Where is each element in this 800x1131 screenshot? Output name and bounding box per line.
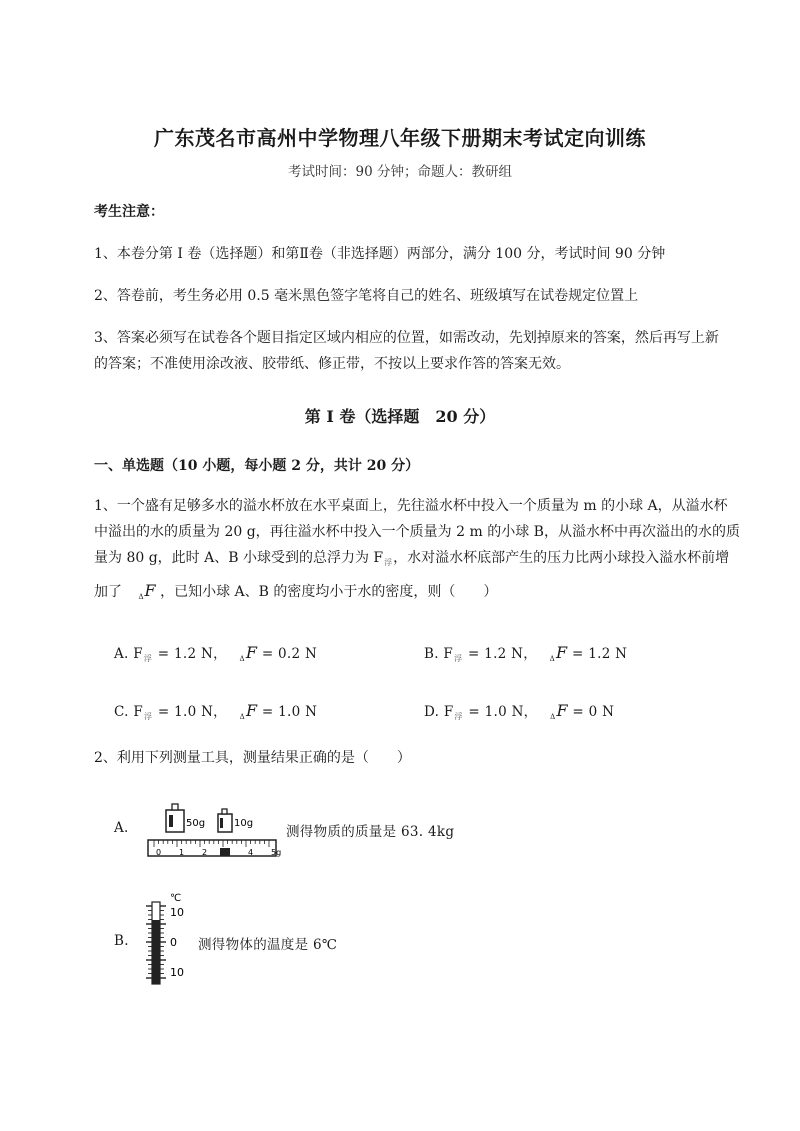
thermometer-tick-label-bottom: 10: [170, 966, 184, 979]
thermometer-unit: ℃: [170, 893, 182, 904]
balance-scale-figure: [146, 800, 280, 864]
weight-50g-knob: [172, 804, 178, 810]
q1-option-b[interactable]: [424, 642, 627, 662]
option-b-lead: B. F: [424, 646, 454, 662]
force-symbol: F: [245, 643, 258, 662]
notice-item-1: 1、本卷分第 I 卷（选择题）和第Ⅱ卷（非选择题）两部分，满分 100 分，考试时间 90 分钟: [94, 246, 666, 262]
scale-tick-label: 2: [202, 848, 208, 857]
force-symbol: F: [144, 581, 156, 600]
thermometer-tick-label-zero: 0: [170, 936, 177, 949]
option-d-value-2: = 0 N: [567, 704, 615, 720]
notice-item-3-line-1: 3、答案必须写在试卷各个题目指定区域内相应的位置，如需改动，先划掉原来的答案，然后再写上新: [94, 330, 719, 346]
q1-line-4-end: ，已知小球 A、B 的密度均小于水的密度，则（ ）: [160, 584, 498, 600]
notice-item-2: 2、答卷前，考生务必用 0.5 毫米黑色签字笔将自己的姓名、班级填写在试卷规定位置上: [94, 288, 639, 304]
exam-title: 广东茂名市高州中学物理八年级下册期末考试定向训练: [154, 126, 646, 150]
force-symbol: F: [245, 701, 258, 720]
part-heading: 一、单选题（10 小题，每小题 2 分，共计 20 分）: [94, 458, 420, 474]
q1-line-3-end: ，水对溢水杯底部产生的压力比两小球投入溢水杯前增: [393, 550, 730, 566]
option-d-lead: D. F: [424, 704, 454, 720]
weight-50g-mark: [169, 815, 173, 827]
q1-line-3-start: 量为 80 g，此时 A、B 小球受到的总浮力为 F: [94, 550, 384, 566]
q2-option-b-text: 测得物体的温度是 6℃: [198, 937, 338, 953]
thermometer-figure: [140, 890, 196, 990]
force-symbol: F: [556, 701, 568, 720]
q1-option-a[interactable]: [114, 642, 317, 662]
option-c-value-1: = 1.0 N，: [153, 704, 227, 720]
weight-10g-mark: [220, 818, 223, 828]
q2-stem: 2、利用下列测量工具，测量结果正确的是（ ）: [94, 750, 411, 766]
q1-option-c[interactable]: [114, 700, 317, 720]
scale-tick-label: 5g: [271, 848, 282, 857]
weight-50g-label: 50g: [186, 818, 206, 829]
weight-10g-label: 10g: [234, 818, 254, 829]
q1-line-3: [94, 548, 729, 570]
option-d-sub: 浮: [454, 712, 463, 721]
q1-line-1: 1、一个盛有足够多水的溢水杯放在水平桌面上，先往溢水杯中投入一个质量为 m 的小球 A，从溢水杯: [94, 498, 728, 514]
section-title: 第 I 卷（选择题 20 分）: [304, 407, 496, 426]
option-b-value-2: = 1.2 N: [567, 646, 628, 662]
option-b-sub: 浮: [454, 654, 463, 663]
delta-symbol: Δ: [138, 593, 144, 601]
notice-item-3-line-2: 的答案；不准使用涂改液、胶带纸、修正带，不按以上要求作答的答案无效。: [94, 356, 570, 372]
delta-symbol: Δ: [239, 655, 245, 663]
weight-10g-knob: [222, 809, 227, 814]
option-b-value-1: = 1.2 N，: [463, 646, 538, 662]
q2-option-b-label[interactable]: B.: [114, 933, 129, 949]
option-a-sub: 浮: [143, 654, 153, 663]
notice-heading: 考生注意：: [94, 204, 164, 220]
scale-tick-label: 1: [179, 848, 185, 857]
scale-beam: [148, 840, 276, 856]
weight-50g-body: [166, 810, 184, 832]
q2-option-a-text: 测得物质的质量是 63. 4kg: [286, 824, 455, 840]
option-a-lead: A. F: [114, 646, 143, 662]
option-d-value-1: = 1.0 N，: [463, 704, 538, 720]
exam-subtitle: 考试时间：90 分钟；命题人：教研组: [288, 164, 512, 180]
delta-symbol: Δ: [549, 655, 556, 663]
option-c-value-2: = 1.0 N: [257, 704, 318, 720]
force-symbol: F: [556, 643, 568, 662]
q1-line-2: 中溢出的水的质量为 20 g，再往溢水杯中投入一个质量为 2 m 的小球 B，从溢水杯中再次溢出的水的质: [94, 524, 740, 540]
delta-symbol: Δ: [550, 713, 556, 721]
q1-line-4: [94, 581, 497, 604]
thermometer-liquid: [152, 920, 160, 984]
option-c-sub: 浮: [144, 712, 153, 721]
q1-line-4-start: 加了: [94, 584, 122, 600]
option-c-lead: C. F: [114, 704, 143, 720]
scale-tick-label: 4: [248, 848, 254, 857]
scale-tick-label: 0: [156, 848, 162, 857]
q1-option-d[interactable]: [424, 700, 614, 720]
delta-symbol: Δ: [239, 713, 245, 721]
thermometer-tick-label-top: 10: [170, 906, 184, 919]
q2-option-a-label[interactable]: A.: [114, 820, 129, 836]
subscript-buoyancy: 浮: [384, 558, 393, 567]
rider: [220, 848, 230, 856]
option-a-value-1: = 1.2 N，: [153, 646, 227, 662]
option-a-value-2: = 0.2 N: [257, 646, 318, 662]
